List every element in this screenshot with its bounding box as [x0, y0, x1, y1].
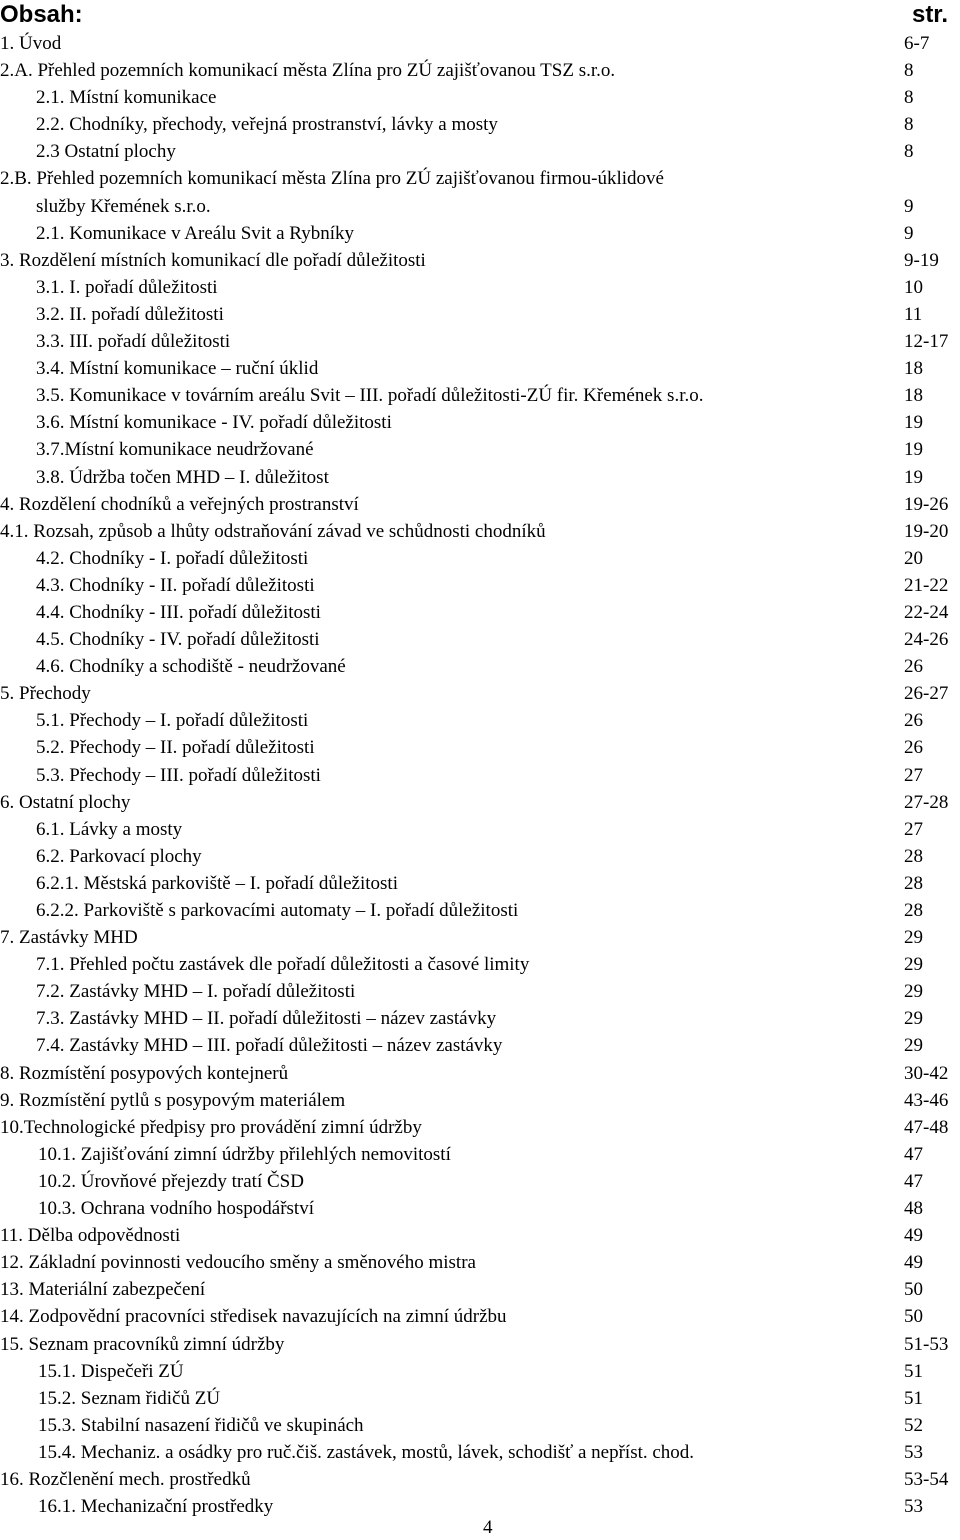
toc-entry-title: 15.2. Seznam řidičů ZÚ — [38, 1387, 221, 1409]
toc-entry-title: 2.3 Ostatní plochy — [36, 141, 176, 163]
toc-entry-title: 1. Úvod — [0, 33, 62, 54]
toc-entry-page: 29 — [904, 981, 923, 1003]
toc-entry — [0, 626, 960, 653]
toc-entry-title: 10.Technologické předpisy pro provádění zimní údržby — [0, 1116, 422, 1138]
toc-entry-title: 2.B. Přehled pozemních komunikací města Zlína pro ZÚ zajišťovanou firmou-úklidové — [0, 168, 664, 190]
toc-entry-page: 47-48 — [904, 1116, 949, 1138]
toc-entry — [0, 1141, 960, 1168]
toc-entry-title: 4. Rozdělení chodníků a veřejných prostranství — [0, 493, 359, 515]
toc-entry — [0, 1358, 960, 1385]
toc-entry — [0, 680, 960, 707]
toc-entry — [0, 1114, 960, 1141]
toc-entry-page: 9 — [904, 195, 914, 217]
toc-entry-title: 15.3. Stabilní nasazení řidičů ve skupinách — [38, 1414, 364, 1436]
toc-entry-page: 26 — [904, 737, 923, 759]
toc-entry-page: 10 — [904, 276, 923, 298]
toc-entry-page: 53 — [904, 1441, 923, 1463]
toc-entry — [0, 328, 960, 355]
toc-entry-title: 6.2.1. Městská parkoviště – I. pořadí důležitosti — [36, 872, 398, 894]
toc-entry — [0, 1412, 960, 1439]
toc-entry — [0, 599, 960, 626]
toc-entry — [0, 1032, 960, 1059]
toc-entry-title: 4.4. Chodníky - III. pořadí důležitosti — [36, 601, 321, 623]
toc-entry-title: 3.8. Údržba točen MHD – I. důležitost — [36, 466, 329, 488]
toc-entry-page: 8 — [904, 87, 914, 109]
toc-entry-page: 8 — [904, 114, 914, 136]
toc-entry-title: 4.2. Chodníky - I. pořadí důležitosti — [36, 547, 309, 569]
toc-entry-page: 24-26 — [904, 629, 949, 651]
toc-entry-page: 52 — [904, 1414, 923, 1436]
toc-entry — [0, 1493, 960, 1520]
toc-entry — [0, 816, 960, 843]
toc-entry-page: 49 — [904, 1225, 923, 1247]
toc-entry-title: 10.1. Zajišťování zimní údržby přilehlých nemovitostí — [38, 1143, 451, 1165]
toc-entry — [0, 762, 960, 789]
toc-entry-page: 47 — [904, 1170, 923, 1192]
toc-entry — [0, 84, 960, 111]
toc-entry — [0, 1060, 960, 1087]
toc-entry-page: 51-53 — [904, 1333, 949, 1355]
toc-entry-page: 29 — [904, 927, 923, 949]
toc-entry-title: 4.1. Rozsah, způsob a lhůty odstraňování závad ve schůdnosti chodníků — [0, 520, 546, 542]
toc-entry — [0, 734, 960, 761]
toc-entry — [0, 193, 960, 220]
toc-entry-page: 19-26 — [904, 493, 949, 515]
toc-entry-page: 8 — [904, 141, 914, 163]
toc-entry-page: 27 — [904, 818, 923, 840]
toc-entry-title: 2.A. Přehled pozemních komunikací města Zlína pro ZÚ zajišťovanou TSZ s.r.o. — [0, 60, 616, 82]
toc-entry-title: 12. Základní povinnosti vedoucího směny a směnového mistra — [0, 1252, 476, 1274]
table-of-contents — [0, 30, 960, 1520]
toc-entry-page: 19 — [904, 439, 923, 461]
toc-entry — [0, 1222, 960, 1249]
toc-entry — [0, 1466, 960, 1493]
toc-entry-page: 29 — [904, 954, 923, 976]
page-column-label: str. — [911, 1, 948, 28]
toc-entry-page: 19 — [904, 412, 923, 434]
toc-entry-page: 48 — [904, 1198, 923, 1220]
toc-entry-title: 10.3. Ochrana vodního hospodářství — [38, 1198, 314, 1220]
toc-entry — [0, 57, 960, 84]
toc-entry-title: 6.1. Lávky a mosty — [36, 818, 183, 840]
toc-entry — [0, 1385, 960, 1412]
toc-entry-title: 6.2.2. Parkoviště s parkovacími automaty – I. pořadí důležitosti — [36, 900, 519, 921]
toc-entry-title: 3.5. Komunikace v továrním areálu Svit – III. pořadí důležitosti-ZÚ fir. Křemének s.r.o. — [36, 385, 704, 407]
toc-entry-title: 3.6. Místní komunikace - IV. pořadí důležitosti — [36, 412, 392, 434]
toc-entry-title: 3.3. III. pořadí důležitosti — [36, 331, 231, 353]
toc-entry — [0, 653, 960, 680]
toc-entry — [0, 518, 960, 545]
toc-entry — [0, 409, 960, 436]
toc-entry-title: 7. Zastávky MHD — [0, 927, 138, 949]
toc-entry-title: 5. Přechody — [0, 683, 91, 705]
toc-entry — [0, 1331, 960, 1358]
toc-entry-page: 43-46 — [904, 1089, 949, 1111]
toc-entry — [0, 220, 960, 247]
toc-entry-page: 53 — [904, 1496, 923, 1518]
toc-entry-page: 30-42 — [904, 1062, 949, 1084]
toc-entry-page: 26 — [904, 656, 923, 678]
toc-entry-page: 9-19 — [904, 249, 939, 271]
toc-entry-page: 53-54 — [904, 1468, 949, 1490]
toc-entry-title: 10.2. Úrovňové přejezdy tratí ČSD — [38, 1170, 304, 1192]
toc-entry-title: 3.2. II. pořadí důležitosti — [36, 303, 224, 325]
toc-entry-page: 26-27 — [904, 683, 949, 705]
toc-entry — [0, 1303, 960, 1330]
toc-entry-title: 16. Rozčlenění mech. prostředků — [0, 1468, 251, 1490]
toc-entry — [0, 707, 960, 734]
toc-entry-page: 11 — [904, 303, 923, 325]
toc-entry-title: 15. Seznam pracovníků zimní údržby — [0, 1333, 285, 1355]
toc-entry-page: 49 — [904, 1252, 923, 1274]
toc-entry-page: 51 — [904, 1387, 923, 1409]
toc-entry — [0, 1249, 960, 1276]
toc-entry — [0, 247, 960, 274]
toc-entry-page: 27-28 — [904, 791, 949, 813]
toc-entry-title: 9. Rozmístění pytlů s posypovým materiálem — [0, 1089, 346, 1111]
toc-entry-page: 26 — [904, 710, 923, 732]
toc-entry — [0, 924, 960, 951]
toc-entry — [0, 1087, 960, 1114]
toc-entry-title: 7.4. Zastávky MHD – III. pořadí důležitosti – název zastávky — [36, 1035, 503, 1057]
toc-entry-title: 5.2. Přechody – II. pořadí důležitosti — [36, 737, 315, 759]
page-number: 4 — [483, 1517, 493, 1538]
toc-entry-page: 6-7 — [904, 33, 930, 54]
toc-entry — [0, 870, 960, 897]
toc-entry-page: 22-24 — [904, 601, 949, 623]
toc-entry — [0, 1168, 960, 1195]
toc-entry — [0, 1439, 960, 1466]
toc-entry-page: 19 — [904, 466, 923, 488]
toc-entry-page: 50 — [904, 1279, 923, 1301]
toc-entry-title: 3.7.Místní komunikace neudržované — [36, 439, 314, 461]
toc-entry — [0, 436, 960, 463]
toc-entry-title: 6.2. Parkovací plochy — [36, 845, 202, 867]
toc-entry-title: 4.5. Chodníky - IV. pořadí důležitosti — [36, 629, 320, 651]
toc-entry-title: služby Křemének s.r.o. — [36, 195, 211, 217]
toc-entry — [0, 464, 960, 491]
toc-entry-title: 7.1. Přehled počtu zastávek dle pořadí důležitosti a časové limity — [36, 954, 530, 976]
toc-entry-page: 28 — [904, 900, 923, 921]
toc-entry-page: 50 — [904, 1306, 923, 1328]
toc-entry — [0, 355, 960, 382]
toc-entry-page: 29 — [904, 1035, 923, 1057]
toc-entry-title: 14. Zodpovědní pracovníci středisek navazujících na zimní údržbu — [0, 1306, 507, 1328]
toc-entry-title: 2.2. Chodníky, přechody, veřejná prostranství, lávky a mosty — [36, 114, 498, 136]
toc-entry — [0, 1005, 960, 1032]
toc-entry-title: 15.1. Dispečeři ZÚ — [38, 1360, 184, 1382]
toc-entry-page: 12-17 — [904, 331, 949, 353]
toc-entry — [0, 1276, 960, 1303]
toc-entry-page: 51 — [904, 1360, 923, 1382]
toc-entry — [0, 843, 960, 870]
toc-entry — [0, 951, 960, 978]
toc-entry-page: 18 — [904, 358, 923, 380]
toc-entry-title: 4.3. Chodníky - II. pořadí důležitosti — [36, 574, 315, 596]
toc-entry-page: 21-22 — [904, 574, 949, 596]
toc-entry-title: 3.4. Místní komunikace – ruční úklid — [36, 358, 319, 380]
toc-entry — [0, 572, 960, 599]
toc-entry-title: 5.3. Přechody – III. pořadí důležitosti — [36, 764, 321, 786]
toc-entry — [0, 138, 960, 165]
toc-entry — [0, 789, 960, 816]
toc-entry-page: 19-20 — [904, 520, 949, 542]
toc-entry — [0, 897, 960, 924]
toc-entry-page: 27 — [904, 764, 923, 786]
toc-entry-page: 8 — [904, 60, 914, 82]
toc-entry-title: 13. Materiální zabezpečení — [0, 1279, 206, 1301]
toc-entry — [0, 978, 960, 1005]
toc-entry — [0, 545, 960, 572]
toc-entry — [0, 382, 960, 409]
toc-entry-title: 5.1. Přechody – I. pořadí důležitosti — [36, 710, 309, 732]
toc-entry-title: 16.1. Mechanizační prostředky — [38, 1496, 274, 1518]
toc-entry-title: 8. Rozmístění posypových kontejnerů — [0, 1062, 289, 1084]
toc-entry — [0, 165, 960, 192]
toc-entry-title: 11. Dělba odpovědnosti — [0, 1225, 181, 1247]
toc-entry — [0, 491, 960, 518]
toc-entry — [0, 274, 960, 301]
toc-entry-page: 9 — [904, 222, 914, 244]
toc-entry-page: 29 — [904, 1008, 923, 1030]
toc-entry-title: 7.3. Zastávky MHD – II. pořadí důležitosti – název zastávky — [36, 1008, 497, 1030]
toc-entry-page: 20 — [904, 547, 923, 569]
toc-entry-title: 3.1. I. pořadí důležitosti — [36, 276, 218, 298]
toc-entry-page: 18 — [904, 385, 923, 407]
toc-entry-page: 28 — [904, 872, 923, 894]
toc-entry-title: 2.1. Místní komunikace — [36, 87, 217, 109]
toc-entry-title: 3. Rozdělení místních komunikací dle pořadí důležitosti — [0, 249, 426, 271]
toc-title: Obsah: — [0, 1, 83, 28]
toc-entry-title: 2.1. Komunikace v Areálu Svit a Rybníky — [36, 222, 354, 244]
toc-entry-page: 47 — [904, 1143, 923, 1165]
toc-entry-title: 7.2. Zastávky MHD – I. pořadí důležitosti — [36, 981, 356, 1003]
toc-entry-title: 15.4. Mechaniz. a osádky pro ruč.čiš. zastávek, mostů, lávek, schodišť a nepříst. chod. — [38, 1441, 695, 1463]
toc-entry — [0, 1195, 960, 1222]
toc-entry — [0, 111, 960, 138]
toc-entry — [0, 30, 960, 57]
toc-entry — [0, 301, 960, 328]
toc-entry-title: 4.6. Chodníky a schodiště - neudržované — [36, 656, 346, 678]
toc-entry-title: 6. Ostatní plochy — [0, 791, 131, 813]
toc-entry-page: 28 — [904, 845, 923, 867]
